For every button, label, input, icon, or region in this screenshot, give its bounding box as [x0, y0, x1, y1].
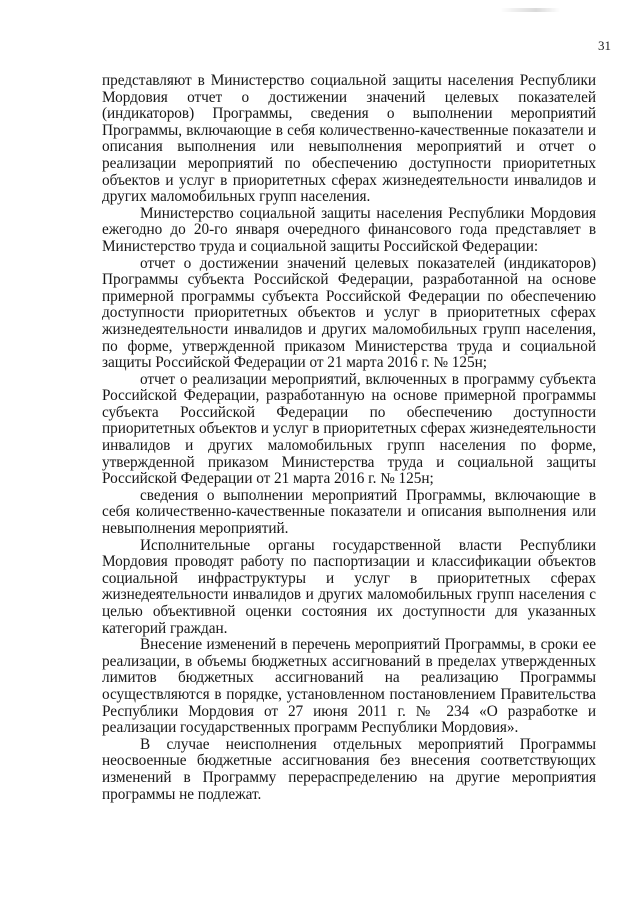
scan-artifact	[500, 8, 560, 12]
paragraph-indicators-report: отчет о достижении значений целевых показателей (индикаторов) Программы субъекта Российской Федерации, разработанной на основе примерной программы субъекта Российской Федерации по обеспечению доступности приоритетных объектов и услуг в приоритетных сферах жизнедеятельности инвалидов и других маломобильных групп населения, по форме, утвержденной приказом Министерства труда и социальной защиты Российской Федерации от 21 марта 2016 г. № 125н;	[102, 254, 596, 372]
paragraph-passportization: Исполнительные органы государственной власти Республики Мордовия проводят работу по паспортизации и классификации объектов социальной инфраструктуры и услуг в приоритетных сферах жизнедеятельности инвалидов и других маломобильных групп населения с целью объективной оценки состояния их доступности для указанных категорий граждан.	[102, 536, 596, 637]
document-body	[102, 73, 596, 803]
page-number: 31	[598, 38, 611, 53]
paragraph-measures-report: отчет о реализации мероприятий, включенных в программу субъекта Российской Федерации, разработанную на основе примерной программы субъекта Российской Федерации по обеспечению доступности приоритетных объектов и услуг в приоритетных сферах жизнедеятельности инвалидов и других маломобильных групп населения по форме, утвержденной приказом Министерства труда и социальной защиты Российской Федерации от 21 марта 2016 г. № 125н;	[102, 370, 596, 488]
paragraph-execution-info: сведения о выполнении мероприятий Программы, включающие в себя количественно-качественные показатели и описания выполнения или невыполнения мероприятий.	[102, 486, 596, 538]
paragraph-non-execution: В случае неисполнения отдельных мероприятий Программы неосвоенные бюджетные ассигнования без внесения соответствующих изменений в Программу перераспределению на другие мероприятия программы не подлежат.	[102, 735, 596, 803]
paragraph-ministry-report: Министерство социальной защиты населения Республики Мордовия ежегодно до 20-го января очередного финансового года представляет в Министерство труда и социальной защиты Российской Федерации:	[102, 204, 596, 255]
paragraph-amendments: Внесение изменений в перечень мероприятий Программы, в сроки ее реализации, в объемы бюджетных ассигнований в пределах утвержденных лимитов бюджетных ассигнований на реализацию Программы осуществляются в порядке, установленном постановлением Правительства Республики Мордовия от 27 июня 2011 г. № 234 «О разработке и реализации государственных программ Республики Мордовия».	[102, 636, 596, 737]
paragraph-continuation: представляют в Министерство социальной защиты населения Республики Мордовия отчет о достижении значений целевых показателей (индикаторов) Программы, сведения о выполнении мероприятий Программы, включающие в себя количественно-качественные показатели и описания выполнения или невыполнения мероприятий и отчет о реализации мероприятий по обеспечению доступности приоритетных объектов и услуг в приоритетных сферах жизнедеятельности инвалидов и других маломобильных групп населения.	[102, 72, 596, 206]
